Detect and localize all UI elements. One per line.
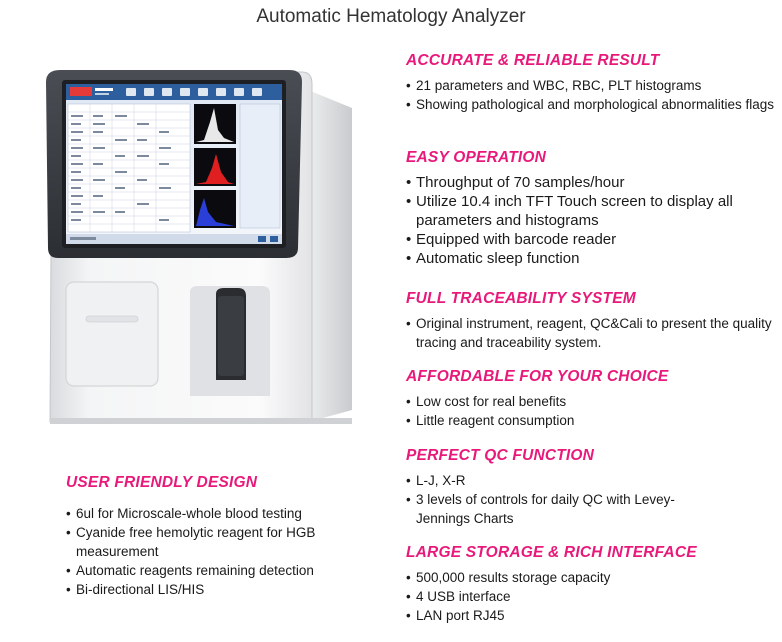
bullet-list [406,314,776,352]
section-heading: ACCURATE & RELIABLE RESULT [406,52,660,69]
list-item: • Low cost for real benefits [406,392,776,411]
list-item: • 500,000 results storage capacity [406,568,776,587]
list-item: • Cyanide free hemolytic reagent for HGB measurement [66,523,326,561]
list-item: • Original instrument, reagent, QC&Cali to present the quality tracing and traceability system. [406,314,776,352]
list-item: • 21 parameters and WBC, RBC, PLT histograms [406,76,776,95]
list-item: • Showing pathological and morphological abnormalities flags [406,95,776,114]
list-item: • Little reagent consumption [406,411,776,430]
list-item: • 3 levels of controls for daily QC with Levey-Jennings Charts [406,490,676,528]
bullet-list [406,392,776,430]
page-title: Automatic Hematology Analyzer [256,6,526,27]
list-item: • L-J, X-R [406,471,776,490]
list-item: • Automatic reagents remaining detection [66,561,366,580]
hematology-analyzer-image [40,60,370,430]
list-item: • Utilize 10.4 inch TFT Touch screen to display all parameters and histograms [406,192,776,230]
bullet-list [406,76,776,114]
section-heading: EASY OPERATION [406,149,547,166]
bullet-list [406,173,776,268]
list-item: • Throughput of 70 samples/hour [406,173,776,192]
section-perfect-qc [406,447,776,528]
section-user-friendly [66,474,366,599]
bullet-list [406,471,776,528]
list-item: • Equipped with barcode reader [406,230,776,249]
section-affordable [406,368,776,430]
list-item: • 4 USB interface [406,587,776,606]
section-heading: LARGE STORAGE & RICH INTERFACE [406,544,697,561]
section-full-traceability [406,290,776,352]
section-accurate-reliable [406,52,776,114]
section-heading: USER FRIENDLY DESIGN [66,474,258,491]
list-item: • 6ul for Microscale-whole blood testing [66,504,366,523]
bullet-list [406,568,776,625]
list-item: • LAN port RJ45 [406,606,776,625]
bullet-list [66,504,366,599]
section-easy-operation [406,149,776,268]
section-large-storage [406,544,776,625]
section-heading: FULL TRACEABILITY SYSTEM [406,290,636,307]
list-item: • Automatic sleep function [406,249,776,268]
list-item: • Bi-directional LIS/HIS [66,580,366,599]
section-heading: AFFORDABLE FOR YOUR CHOICE [406,368,669,385]
section-heading: PERFECT QC FUNCTION [406,447,595,464]
